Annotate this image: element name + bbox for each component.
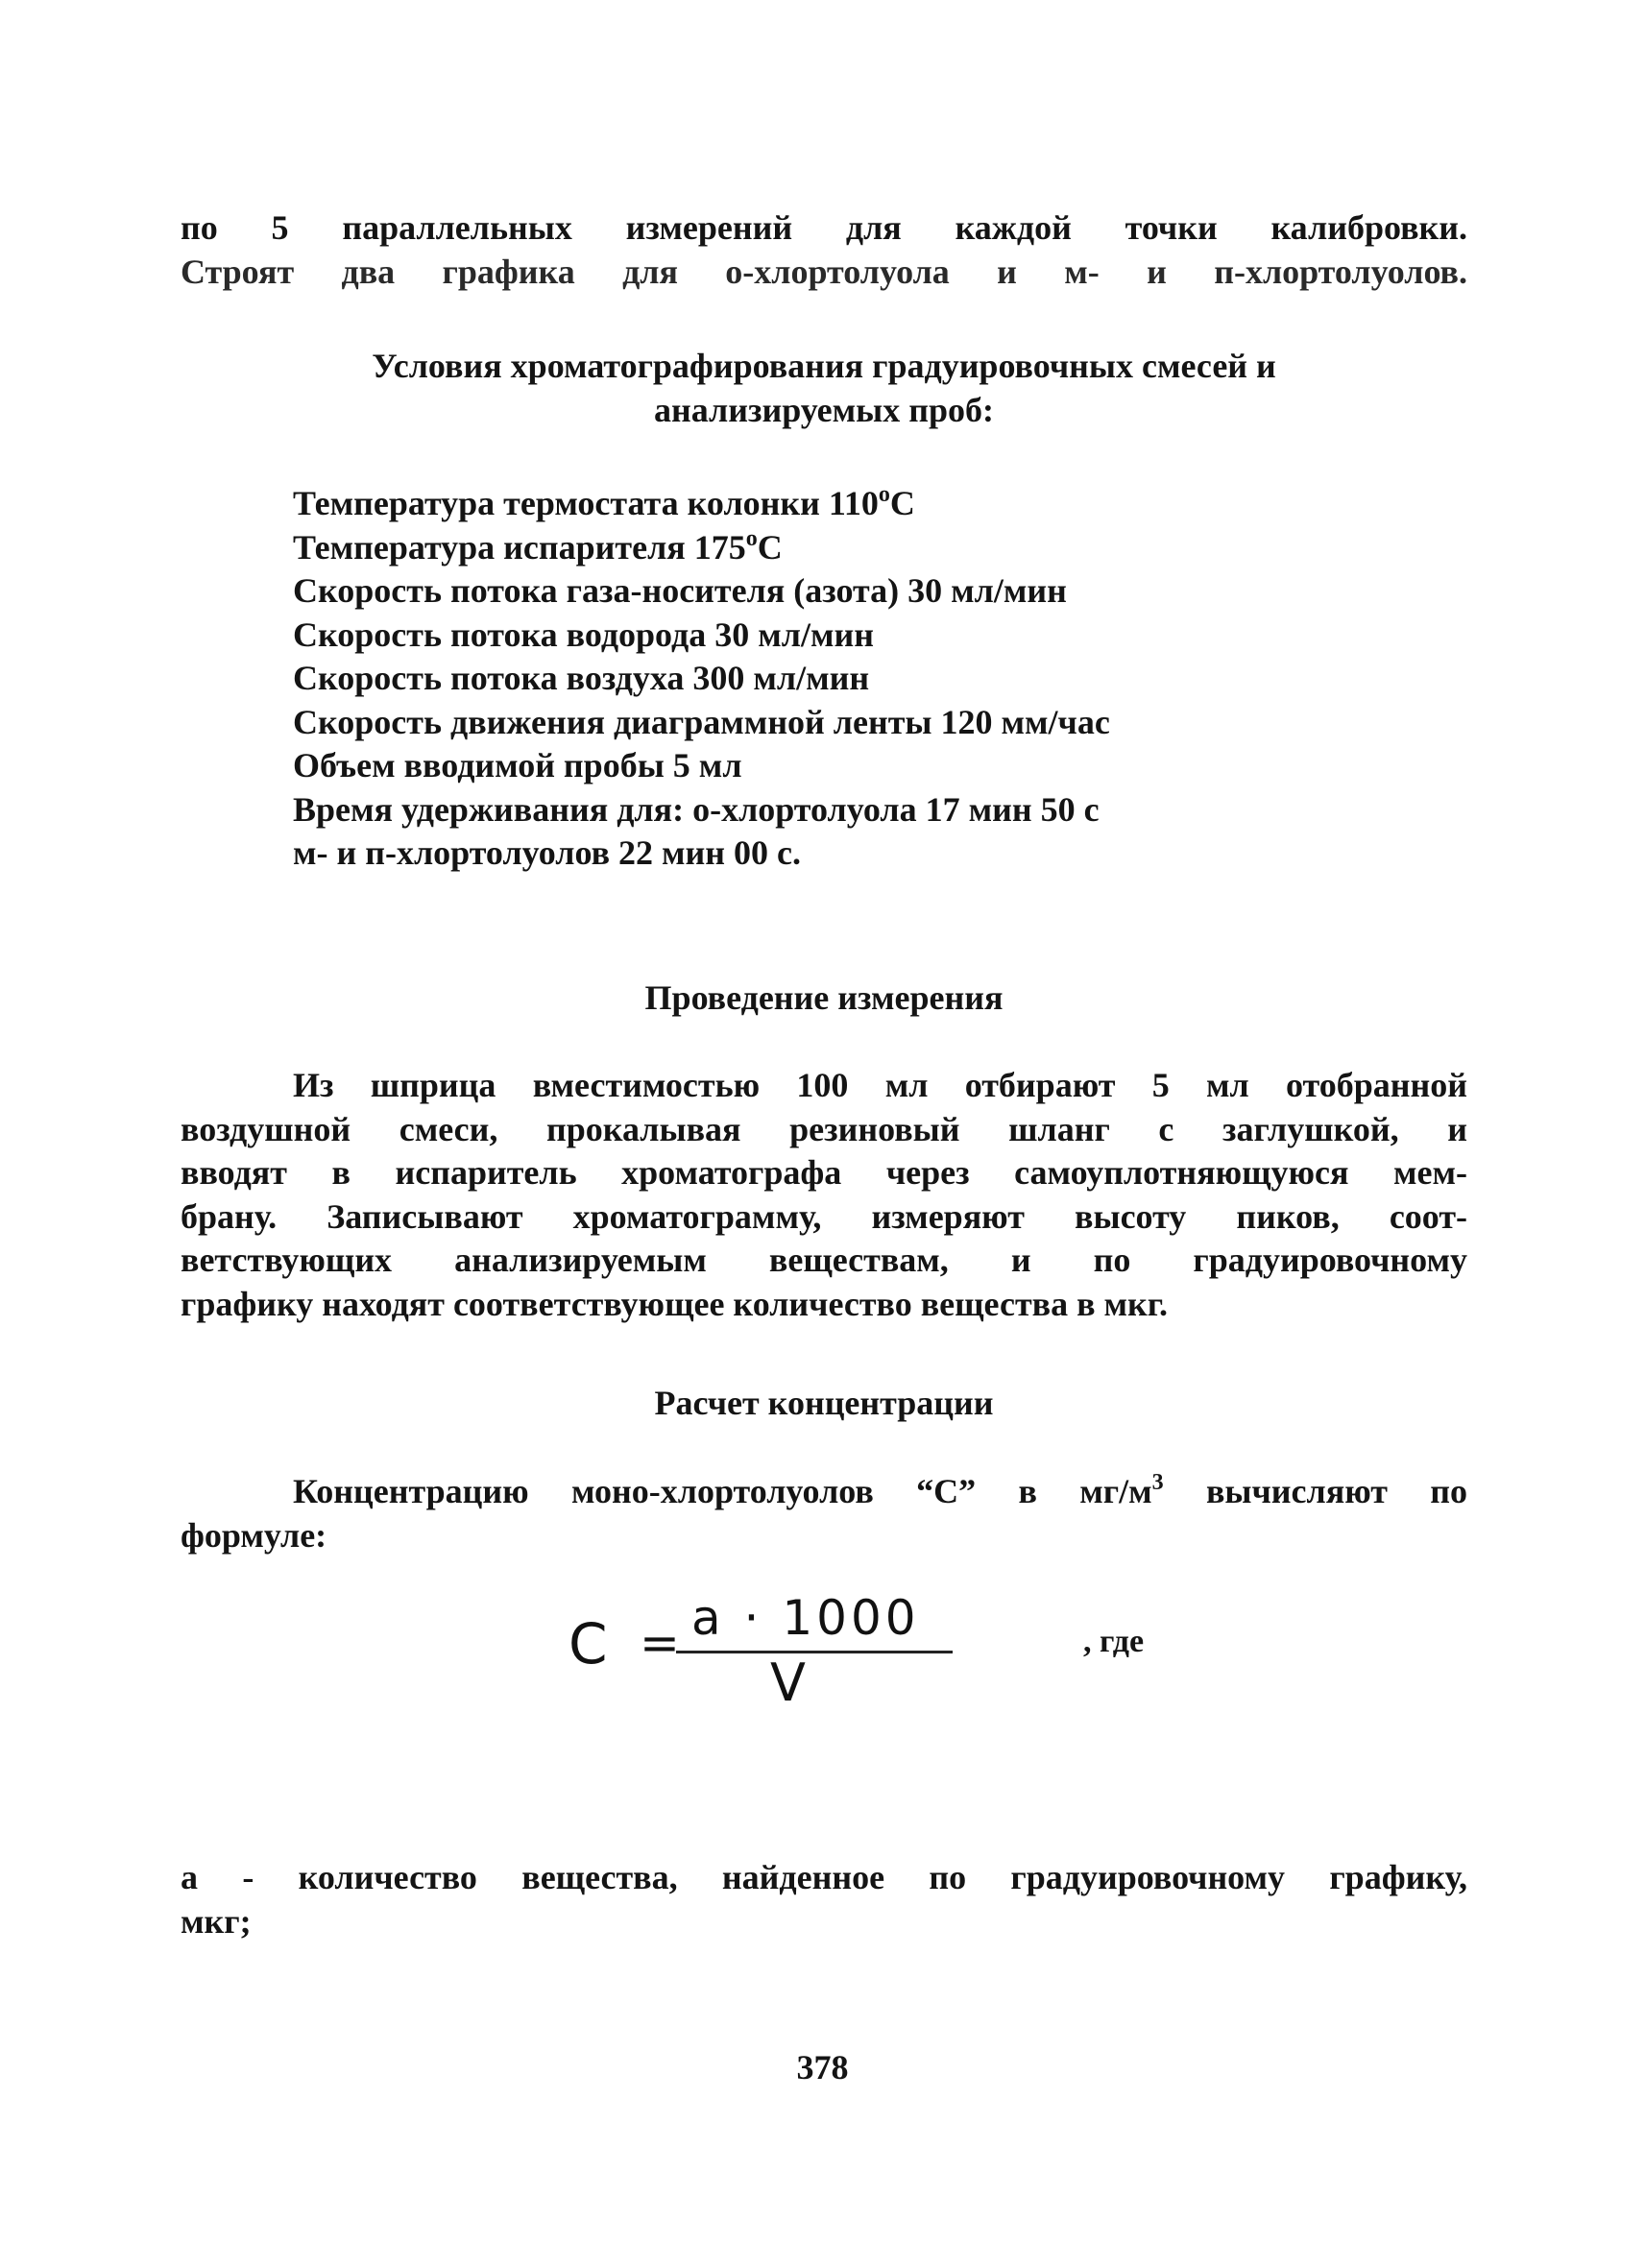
definition-line-1: а - количество вещества, найденное по градуировочному графику, <box>181 1858 1467 1896</box>
condition-item: Скорость движения диаграммной ленты 120 мм/час <box>293 702 1110 741</box>
measurement-line: брану. Записывают хроматограмму, измеряют высоту пиков, соот- <box>181 1196 1467 1236</box>
cube-sup: 3 <box>1151 1470 1164 1495</box>
formula-numerator: a · 1000 <box>691 1590 920 1646</box>
definition-line-2: мкг; <box>181 1902 252 1941</box>
measurement-paragraph <box>181 1064 1467 1326</box>
degree-sup: о <box>878 482 890 507</box>
degree-sup: о <box>745 525 758 551</box>
measurement-line: графику находят соответствующее количество вещества в мкг. <box>181 1284 1169 1323</box>
calculation-paragraph <box>181 1469 1467 1557</box>
measurement-line: Из шприца вместимостью 100 мл отбирают 5 мл отобранной <box>293 1066 1467 1104</box>
condition-item: Время удерживания для: о-хлортолуола 17 мин 50 с <box>293 789 1100 829</box>
conditions-list <box>293 482 1110 876</box>
condition-item: Температура испарителя $175^оС$ <box>293 525 783 567</box>
measurement-line: воздушной смеси, прокалывая резиновый шланг с заглушкой, и <box>181 1109 1467 1148</box>
conditions-heading-line-2: анализируемых проб: <box>653 391 994 429</box>
measurement-heading: Проведение измерения <box>644 978 1004 1017</box>
conditions-heading-line-1: Условия хроматографирования градуировочных смесей и <box>372 347 1276 385</box>
condition-item: Температура термостата колонки $110^оС$ <box>293 482 915 522</box>
formula-equals: = <box>640 1615 680 1671</box>
calculation-heading: Расчет концентрации <box>654 1384 994 1422</box>
page-number: 378 <box>796 2048 849 2087</box>
condition-item: Скорость потока газа-носителя (азота) 30 мл/мин <box>293 571 1067 610</box>
formula-denominator: V <box>770 1653 806 1713</box>
concentration-formula <box>557 1589 999 1714</box>
intro-line-2: Строят два графика для о-хлортолуола и м- и п-хлортолуолов. <box>181 253 1467 291</box>
measurement-line: ветствующих анализируемым веществам, и по градуировочному <box>181 1241 1467 1279</box>
condition-item: Скорость потока водорода 30 мл/мин <box>293 615 874 654</box>
condition-item: Скорость потока воздуха 300 мл/мин <box>293 659 870 697</box>
calculation-line-1: Концентрацию моно-хлортолуолов “С” в $мг/м^3$ вычисляют по <box>293 1470 1467 1510</box>
formula-lhs: С <box>568 1611 608 1677</box>
intro-line-1: по 5 параллельных измерений для каждой точки калибровки. <box>181 208 1467 247</box>
variable-definition <box>181 1855 1467 1943</box>
calculation-line-2: формуле: <box>181 1516 327 1555</box>
measurement-line: вводят в испаритель хроматографа через самоуплотняющуюся мем- <box>181 1153 1467 1192</box>
formula-where: , где <box>1083 1624 1145 1659</box>
intro-paragraph <box>181 205 1467 294</box>
condition-item: Объем вводимой пробы 5 мл <box>293 746 742 784</box>
condition-item: м- и п-хлортолуолов 22 мин 00 с. <box>293 833 802 872</box>
formula-fraction-bar <box>676 1651 953 1653</box>
conditions-heading <box>181 344 1467 432</box>
